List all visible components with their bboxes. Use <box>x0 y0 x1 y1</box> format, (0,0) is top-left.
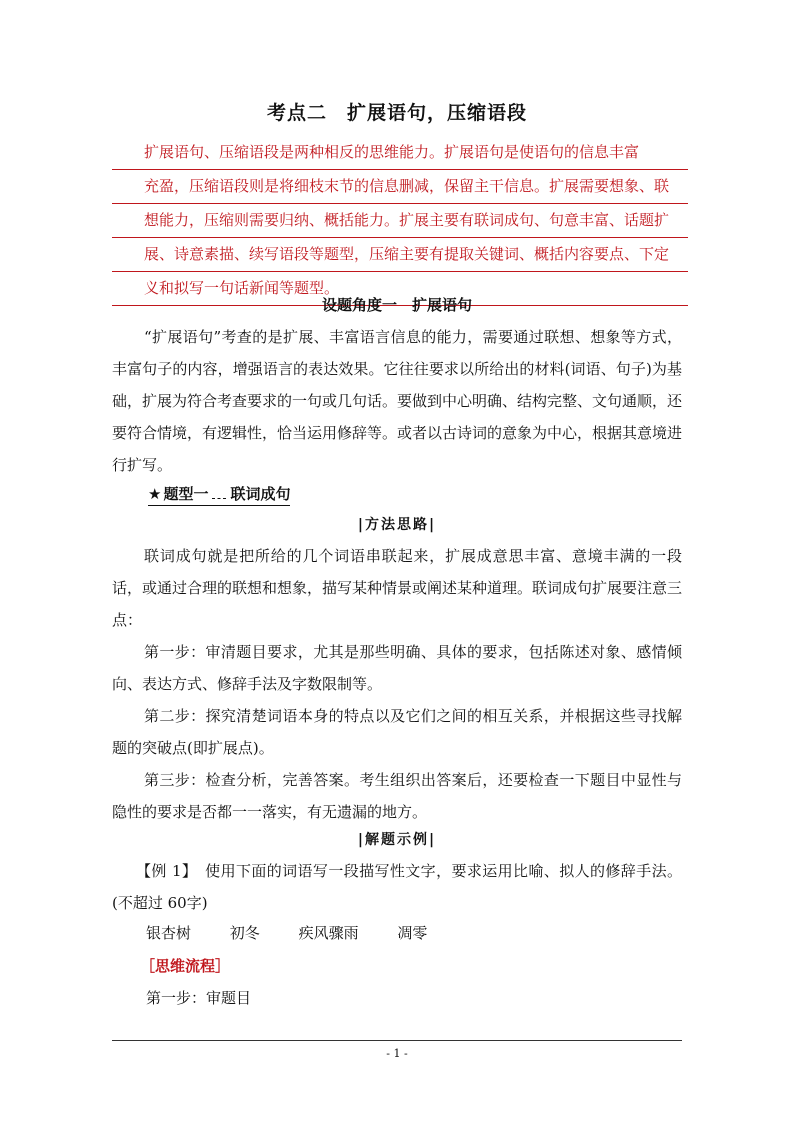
word-item: 凋零 <box>397 924 428 942</box>
flow-step-one: 第一步：审题目 <box>146 989 252 1007</box>
step-two: 第二步：探究清楚词语本身的特点以及它们之间的相互关系，并根据这些寻找解题的突破点(即扩展点)。 <box>112 707 682 757</box>
question-type-label: 题型一 <box>163 485 209 503</box>
intro-line: 义和拟写一句话新闻等题型。 <box>112 272 688 306</box>
method-paragraph: 联词成句就是把所给的几个词语串联起来，扩展成意思丰富、意境丰满的一段话，或通过合理的联想和想象，描写某种情景或阐述某种道理。联词成句扩展要注意三点： <box>112 547 683 629</box>
intro-line: 想能力，压缩则需要归纳、概括能力。扩展主要有联词成句、句意丰富、话题扩 <box>112 204 688 238</box>
example-question: 【例 1】 使用下面的词语写一段描写性文字，要求运用比喻、拟人的修辞手法。(不超过 60字) <box>112 862 682 912</box>
word-item: 银杏树 <box>146 924 192 942</box>
word-item: 疾风骤雨 <box>298 924 359 942</box>
intro-line: 充盈，压缩语段则是将细枝末节的信息删减，保留主干信息。扩展需要想象、联 <box>112 170 688 204</box>
thinking-flow-label: ［思维流程］ <box>140 957 231 975</box>
step-three: 第三步：检查分析，完善答案。考生组织出答案后，还要检查一下题目中显性与隐性的要求是否都一一落实，有无遗漏的地方。 <box>112 771 682 821</box>
section-subheading: 设题角度一 扩展语句 <box>321 296 472 314</box>
intro-line: 扩展语句、压缩语段是两种相反的思维能力。扩展语句是使语句的信息丰富 <box>112 136 688 170</box>
question-type-tag <box>148 483 290 506</box>
question-type-name: 联词成句 <box>230 485 291 503</box>
method-label: |方法思路| <box>357 517 437 533</box>
intro-paragraph <box>112 136 688 306</box>
star-icon: ★ <box>148 485 162 503</box>
expand-description: “扩展语句”考查的是扩展、丰富语言信息的能力，需要通过联想、想象等方式，丰富句子的内容，增强语言的表达效果。它往往要求以所给出的材料(词语、句子)为基础，扩展为符合考查要求的一句或几句话。要做到中心明确、结构完整、文句通顺，还要符合情境，有逻辑性，恰当运用修辞等。或者以古诗词的意象为中心，根据其意境进行扩写。 <box>112 328 683 474</box>
intro-line: 展、诗意素描、续写语段等题型，压缩主要有提取关键词、概括内容要点、下定 <box>112 238 688 272</box>
example-label: |解题示例| <box>357 832 437 848</box>
page-number: - 1 - <box>386 1047 408 1060</box>
word-item: 初冬 <box>229 924 260 942</box>
footer-divider <box>112 1040 682 1041</box>
page-title: 考点二 扩展语句，压缩语段 <box>266 102 527 124</box>
word-list <box>146 922 461 943</box>
step-one: 第一步：审清题目要求，尤其是那些明确、具体的要求，包括陈述对象、感情倾向、表达方式、修辞手法及字数限制等。 <box>112 643 682 693</box>
